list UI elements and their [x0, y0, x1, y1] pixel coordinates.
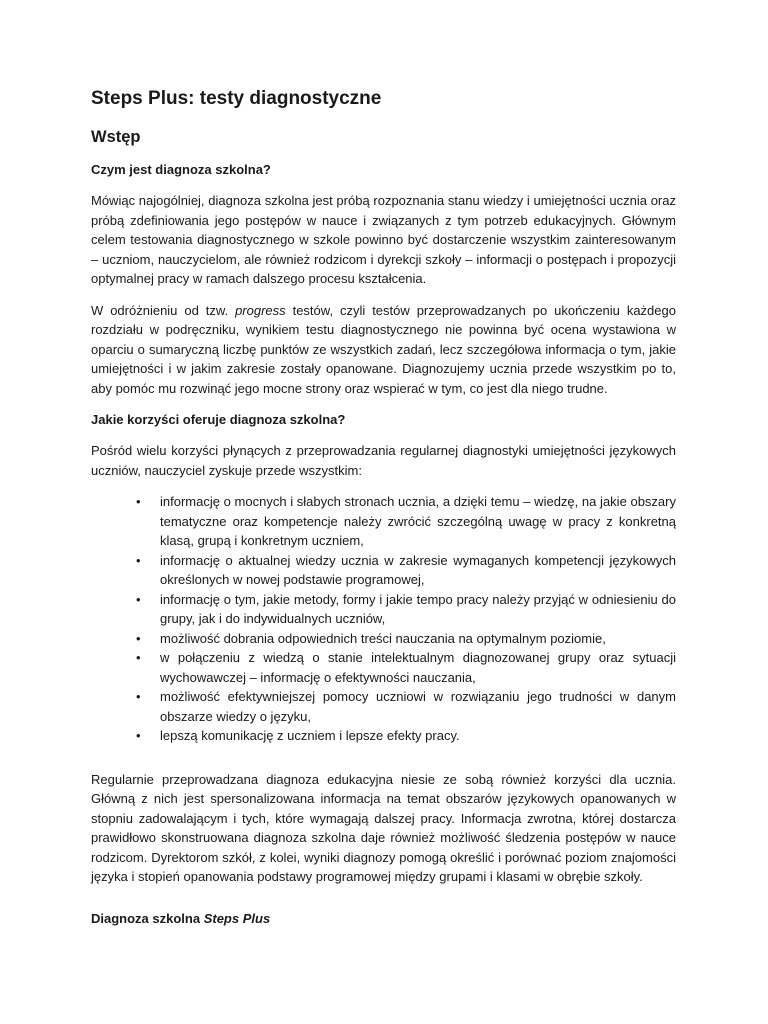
paragraph-definition: Mówiąc najogólniej, diagnoza szkolna jest próbą rozpoznania stanu wiedzy i umiejętności ucznia oraz próbą zdefiniowania jego postępów w nauce i związanych z tym potrzeb edukacyjnych. Głównym celem testowania diagnostycznego w szkole powinno być dostarczenie wszystkim zainteresowanym – uczniom, nauczycielom, ale również rodzicom i dyrekcji szkoły – informacji o postępach i propozycji optymalnej pracy w ramach dalszego procesu kształcenia. — [91, 193, 676, 286]
paragraph-student-benefits: Regularnie przeprowadzana diagnoza edukacyjna niesie ze sobą również korzyści dla ucznia. Główną z nich jest spersonalizowana informacja na temat obszarów językowych opanowanych w stopniu zadowalającym i tych, które wymagają dalszej pracy. Informacja zwrotna, której dostarcza prawidłowo skonstruowana diagnoza szkolna daje również możliwość śledzenia postępów w nauce rodzicom. Dyrektorom szkół, z kolei, wyniki diagnozy pomogą określić i porównać poziom znajomości języka i stopień opanowania podstawy programowej między grupami i klasami w obrębie szkoły. — [91, 771, 676, 884]
list-item: • lepszą komunikację z uczniem i lepsze efekty pracy. — [160, 726, 676, 746]
paragraph-progress-tests — [91, 301, 676, 399]
list-item: • informację o mocnych i słabych stronach ucznia, a dzięki temu – wiedzę, na jakie obszary tematyczne oraz kompetencje należy zwrócić szczególną uwagę w pracy z konkretną klasą, grupą i konkretnym uczniem, — [160, 492, 676, 551]
paragraph-progress-tests-end: testów, czyli testów przeprowadzanych po ukończeniu każdego rozdziału w podręczniku, wynikiem testu diagnostycznego nie powinna być ocena wystawiona w oparciu o sumaryczną liczbę punktów ze wszystkich zadań, lecz szczegółowa informacja o tym, jakie umiejętności i w jakim zakresie zostały opanowane. Diagnozujemy ucznia przede wszystkim po to, aby pomóc mu rozwinąć jego mocne strony oraz wspierać w tym, co jest dla niego trudne. — [91, 302, 676, 396]
paragraph-progress-tests-start: W odróżnieniu od tzw. — [91, 302, 229, 318]
list-item: • w połączeniu z wiedzą o stanie intelektualnym diagnozowanej grupy oraz sytuacji wychowawczej – informację o efektywności nauczania, — [160, 648, 676, 687]
paragraph-benefits-intro: Pośród wielu korzyści płynących z przeprowadzania regularnej diagnostyki umiejętności językowych uczniów, nauczyciel zyskuje przede wszystkim: — [91, 443, 676, 478]
list-item: • informację o tym, jakie metody, formy i jakie tempo pracy należy przyjąć w odniesieniu do grupy, jak i do indywidualnych uczniów, — [160, 590, 676, 629]
section-heading-intro: Wstęp — [91, 128, 141, 146]
question-heading-benefits: Jakie korzyści oferuje diagnoza szkolna? — [91, 412, 346, 427]
steps-plus-heading-start: Diagnoza szkolna — [91, 910, 201, 926]
list-item: • możliwość dobrania odpowiednich treści nauczania na optymalnym poziomie, — [160, 629, 676, 649]
list-item: • możliwość efektywniejszej pomocy uczniowi w rozwiązaniu jego trudności w danym obszarze wiedzy o języku, — [160, 687, 676, 726]
question-heading-what-is: Czym jest diagnoza szkolna? — [91, 162, 271, 177]
document-title: Steps Plus: testy diagnostyczne — [91, 88, 382, 109]
list-item: • informację o aktualnej wiedzy ucznia w zakresie wymaganych kompetencji językowych określonych w nowej podstawie programowej, — [160, 551, 676, 590]
benefits-list — [91, 492, 676, 746]
document-page — [91, 86, 676, 940]
progress-term: progress — [235, 302, 286, 318]
steps-plus-term: Steps Plus — [203, 910, 271, 926]
section-heading-steps-plus — [91, 909, 676, 928]
